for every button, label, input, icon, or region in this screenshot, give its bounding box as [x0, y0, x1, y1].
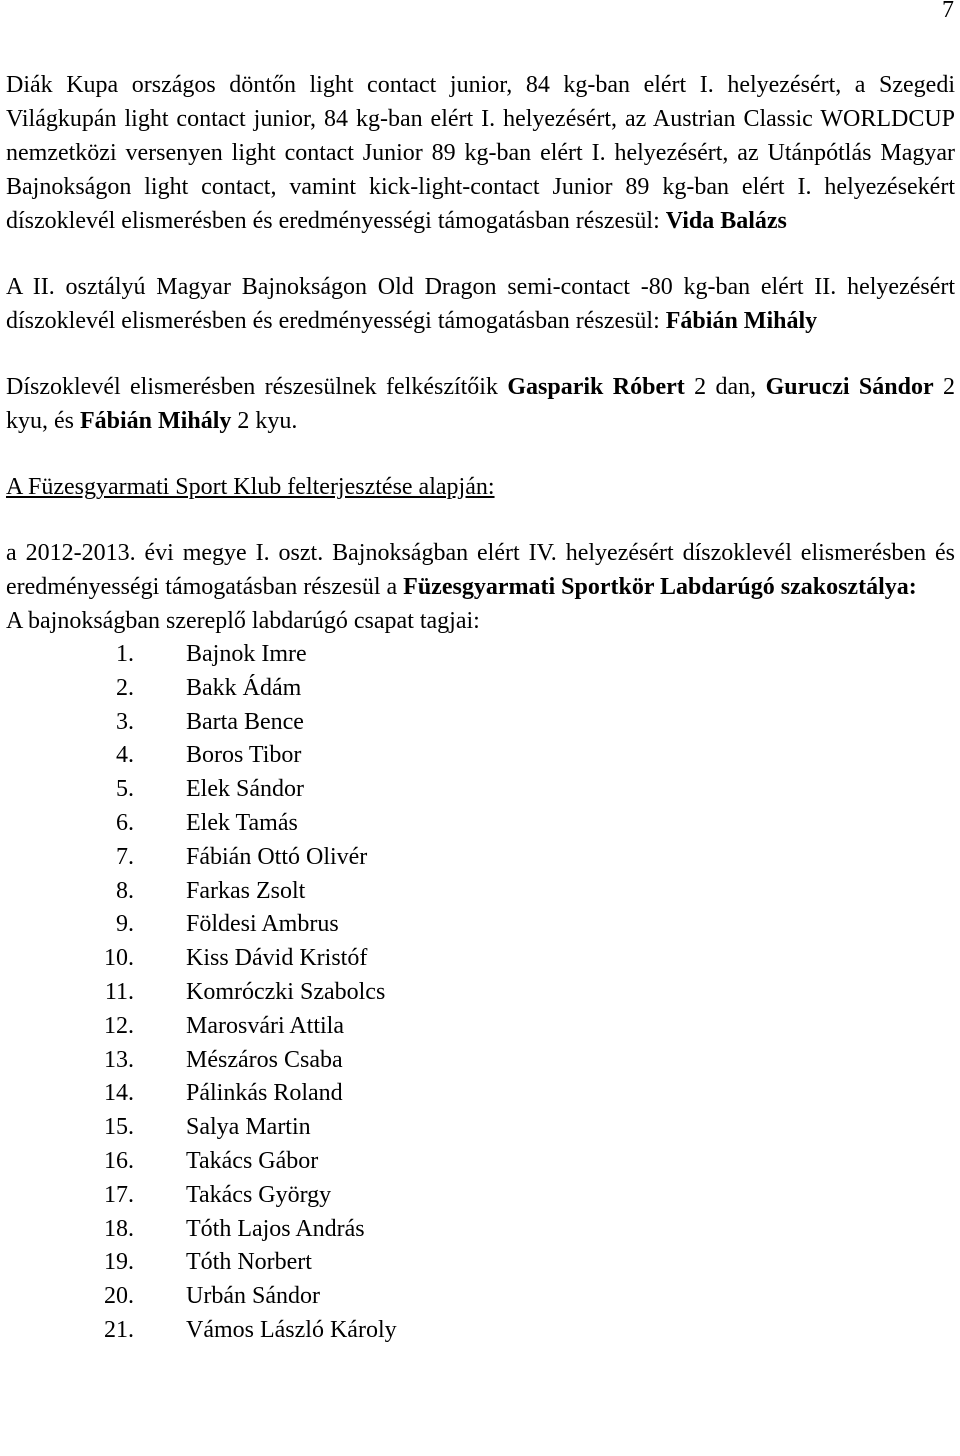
member-number: 3.	[116, 708, 134, 735]
coach-name: Guruczi Sándor	[765, 374, 934, 400]
member-name: Vámos László Károly	[186, 1316, 397, 1343]
paragraph-text: a 2012-2013. évi megye I. oszt. Bajnokságban elért IV. helyezésért díszoklevél elismerésben és eredményességi támogatásban részesül a	[6, 540, 955, 600]
coaches-paragraph	[6, 370, 955, 438]
team-member-item	[6, 841, 955, 875]
team-member-item	[6, 807, 955, 841]
team-member-item	[6, 1044, 955, 1078]
paragraph-text: Díszoklevél elismerésben részesülnek felkészítőik	[6, 374, 508, 400]
member-name: Mészáros Csaba	[186, 1046, 343, 1073]
member-name: Bakk Ádám	[186, 674, 302, 701]
team-member-item	[6, 739, 955, 773]
member-name: Urbán Sándor	[186, 1283, 320, 1310]
member-number: 9.	[116, 911, 134, 938]
member-number: 16.	[104, 1147, 134, 1174]
member-number: 1.	[116, 641, 134, 667]
member-number: 8.	[116, 877, 134, 904]
member-name: Kiss Dávid Kristóf	[186, 945, 368, 972]
coach-name: Fábián Mihály	[80, 408, 232, 434]
team-intro: A bajnokságban szereplő labdarúgó csapat tagjai:	[6, 608, 480, 634]
member-name: Elek Tamás	[186, 809, 298, 836]
team-member-item	[6, 1077, 955, 1111]
team-member-item	[6, 1145, 955, 1179]
team-member-item	[6, 875, 955, 909]
member-name: Földesi Ambrus	[186, 911, 339, 938]
member-number: 18.	[104, 1215, 134, 1242]
member-name: Elek Sándor	[186, 776, 304, 803]
awardee-name: Vida Balázs	[665, 208, 787, 234]
member-name: Barta Bence	[186, 708, 304, 735]
member-name: Marosvári Attila	[186, 1012, 344, 1039]
club-name: Füzesgyarmati Sportkör Labdarúgó szakosztálya:	[403, 574, 917, 600]
member-number: 12.	[104, 1012, 134, 1039]
member-number: 5.	[116, 776, 134, 803]
member-number: 6.	[116, 809, 134, 836]
member-number: 4.	[116, 742, 134, 769]
member-name: Tóth Norbert	[186, 1249, 312, 1276]
team-member-item	[6, 1246, 955, 1280]
team-member-item	[6, 1314, 955, 1348]
member-number: 7.	[116, 843, 134, 870]
paragraph-text: A II. osztályú Magyar Bajnokságon Old Dragon semi-contact -80 kg-ban elért II. helyezésért díszoklevél elismerésben és eredményességi támogatásban részesül:	[6, 274, 955, 334]
member-name: Komróczki Szabolcs	[186, 978, 386, 1005]
team-member-item	[6, 638, 955, 672]
page-number: 7	[942, 0, 954, 23]
member-number: 11.	[104, 978, 134, 1005]
member-number: 20.	[104, 1283, 134, 1310]
member-name: Pálinkás Roland	[186, 1080, 343, 1107]
member-number: 21.	[104, 1316, 134, 1343]
member-number: 15.	[104, 1114, 134, 1141]
paragraph-text: 2 kyu.	[231, 408, 298, 434]
member-number: 14.	[104, 1080, 134, 1107]
member-number: 17.	[104, 1181, 134, 1208]
member-number: 13.	[104, 1046, 134, 1073]
team-member-item	[6, 1280, 955, 1314]
team-member-item	[6, 1179, 955, 1213]
paragraph-text: Diák Kupa országos döntőn light contact junior, 84 kg-ban elért I. helyezésért, a Szegedi Világkupán light contact junior, 84 kg-ban elért I. helyezésért, az Austrian Classic WORLDCUP nemzetközi versenyen light contact Junior 89 kg-ban elért I. helyezésért, az Utánpótlás Magyar Bajnokságon light contact, vamint kick-light-contact Junior 89 kg-ban elért I. helyezésekért díszoklevél elismerésben és eredményességi támogatásban részesül:	[6, 72, 955, 234]
team-member-item	[6, 672, 955, 706]
member-name: Bajnok Imre	[186, 641, 307, 667]
member-name: Salya Martin	[186, 1114, 311, 1141]
member-name: Tóth Lajos András	[186, 1215, 365, 1242]
award-paragraph-fabian	[6, 270, 955, 338]
team-member-item	[6, 706, 955, 740]
team-member-item	[6, 1111, 955, 1145]
awardee-name: Fábián Mihály	[665, 308, 818, 334]
member-number: 10.	[104, 945, 134, 972]
team-member-item	[6, 908, 955, 942]
member-number: 19.	[104, 1249, 134, 1276]
award-paragraph-vida	[6, 68, 955, 238]
team-member-item	[6, 1010, 955, 1044]
section-heading: A Füzesgyarmati Sport Klub felterjesztése alapján:	[6, 474, 495, 500]
coach-name: Gasparik Róbert	[507, 374, 685, 400]
member-name: Fábián Ottó Olivér	[186, 843, 368, 870]
team-members-list	[6, 638, 955, 1348]
member-name: Farkas Zsolt	[186, 877, 306, 904]
team-member-item	[6, 976, 955, 1010]
paragraph-text: 2 kyu, és	[6, 374, 956, 434]
member-name: Boros Tibor	[186, 742, 302, 769]
team-member-item	[6, 773, 955, 807]
member-number: 2.	[116, 674, 134, 701]
paragraph-text: 2 dan,	[684, 374, 766, 400]
member-name: Takács Gábor	[186, 1147, 319, 1174]
team-member-item	[6, 942, 955, 976]
member-name: Takács György	[186, 1181, 332, 1208]
club-award-paragraph	[6, 536, 955, 604]
document-body	[6, 68, 955, 1348]
team-member-item	[6, 1213, 955, 1247]
